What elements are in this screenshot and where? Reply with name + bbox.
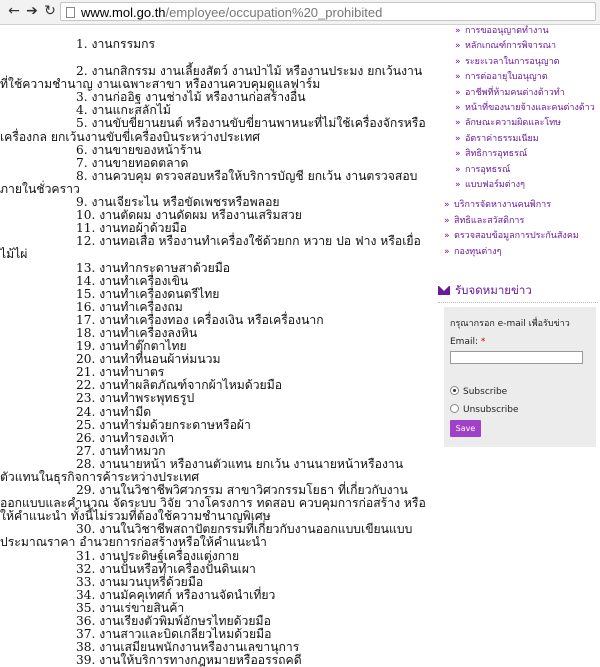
sidebar-link-label: ลักษณะความผิดและโทษ [465,118,562,129]
item-number: 24. [76,404,96,419]
bullet-icon: » [455,179,461,190]
bullet-icon: » [455,133,461,144]
sidebar-link[interactable] [444,229,579,245]
item-number: 1. [76,37,88,51]
item-number: 18. [76,325,96,340]
item-text: งานทำหมวก [99,443,166,458]
save-button[interactable]: Save [450,420,481,437]
bullet-icon: » [444,246,450,257]
item-number: 6. [76,142,88,157]
item-number: 21. [76,365,96,380]
list-item [0,144,430,157]
item-number: 5. [76,116,88,131]
sidebar-link[interactable] [455,55,595,70]
item-text: งานทำกระดาษสาด้วยมือ [99,260,231,275]
bullet-icon: » [444,215,450,226]
item-text: งานทำเครื่องทอง เครื่องเงิน หรือเครื่องนาก [99,312,324,327]
list-item [0,523,430,549]
forward-button[interactable] [24,3,40,19]
bullet-icon: » [455,164,461,175]
item-text: งานทำเครื่องดนตรีไทย [99,286,220,301]
reload-icon: ↻ [44,3,56,19]
item-text: งานให้บริการทางกฎหมายหรืออรรถคดี [99,653,302,667]
item-number: 26. [76,430,96,445]
url-host: www.mol.go.th [81,5,166,20]
forward-arrow-icon: ➔ [26,3,38,19]
sidebar-link[interactable] [444,214,579,230]
item-number: 20. [76,352,96,367]
list-item [0,262,430,275]
item-number: 29. [76,483,96,498]
subscribe-label: Subscribe [463,387,508,397]
item-text: งานทำรองเท้า [99,430,175,445]
sidebar-link[interactable] [444,198,579,214]
item-text: งานทำพระพุทธรูป [99,391,195,406]
list-item [0,353,430,366]
item-number: 19. [76,339,96,354]
item-number: 8. [76,168,88,183]
sidebar-link-label: สิทธิและสวัสดิการ [454,215,525,226]
sidebar-link-label: ตรวจสอบข้อมูลการประกันสังคม [454,231,579,241]
sidebar-link-label: หลักเกณฑ์การพิจารณา [465,41,557,52]
list-item [0,65,430,91]
item-number: 36. [76,614,96,629]
item-number: 7. [76,155,88,170]
bullet-icon: » [455,26,461,36]
bullet-icon: » [455,149,461,160]
bullet-icon: » [455,41,461,52]
item-number: 17. [76,312,96,327]
item-number: 28. [76,456,96,471]
item-number: 33. [76,574,96,589]
item-text: งานเจียระไน หรือขัดเพชรหรือพลอย [91,195,280,210]
sidebar-link-label: อัตราค่าธรรมเนียม [465,133,539,144]
list-item [0,314,430,327]
subscribe-option[interactable] [450,386,507,397]
email-label-text: Email: [450,337,479,347]
sidebar-link[interactable] [455,147,595,162]
list-item [0,327,430,340]
item-text: งานในวิชาชีพวิศวกรรม สาขาวิศวกรรมโยธา ที่เกี่ยวกับงานออกแบบและคำนวณ จัดระบบ วิจัย วางโครงการ ทดสอบ ควบคุมการก่อสร้าง หรือให้คำแนะนำ ทั้งนี้ไม่รวมที่ต้องใช้ความชำนาญพิเศษ [0,483,426,524]
item-text: งานขับขี่ยานยนต์ หรืองานขับขี่ยานพาหนะที่ไม่ใช้เครื่องจักรหรือเครื่องกล ยกเว้นงานขับขี่เครื่องบินระหว่างประเทศ [0,116,426,144]
sidebar-link[interactable] [455,116,595,131]
list-item [0,235,430,261]
item-text: งานทอผ้าด้วยมือ [99,221,187,236]
email-field[interactable] [450,351,583,364]
item-number: 11. [76,221,96,236]
sidebar-link[interactable] [455,39,595,54]
unsubscribe-label: Unsubscribe [463,405,519,415]
item-text: งานทำเครื่องเขิน [99,273,189,288]
item-number: 30. [76,522,96,537]
subscribe-description: กรุณากรอก e-mail เพื่อรับข่าว [450,319,570,329]
sidebar-link-label: การต่ออายุใบอนุญาต [465,72,548,83]
bullet-icon: » [455,56,461,67]
back-arrow-icon: ← [8,3,20,19]
item-number: 27. [76,443,96,458]
bullet-icon: » [455,118,461,129]
item-text: งานทำร่มด้วยกระดาษหรือผ้า [99,417,251,432]
item-number: 12. [76,234,96,249]
sidebar-link-label: กองทุนต่างๆ [454,246,502,257]
required-mark: * [480,337,486,347]
sidebar-link-label: การขออนุญาตทำงาน [465,26,549,36]
address-bar[interactable] [60,2,596,21]
item-text: งานมวนบุหรี่ด้วยมือ [99,574,204,589]
item-number: 4. [76,103,88,118]
item-number: 39. [76,653,96,667]
sidebar-link-label: อาชีพที่ห้ามคนต่างด้าวทำ [465,87,565,98]
item-number: 37. [76,627,96,642]
item-text: งานขายทอดตลาด [91,155,189,170]
item-text: งานกสิกรรม งานเลี้ยงสัตว์ งานป่าไม้ หรืองานประมง ยกเว้นงานที่ใช้ความชำนาญ งานเฉพาะสาขา หรืองานควบคุมดูแลฟาร์ม [0,64,423,92]
newsletter-heading-text: รับจดหมายข่าว [455,283,532,297]
item-text: งานในวิชาชีพสถาปัตยกรรมที่เกี่ยวกับงานออกแบบเขียนแบบ ประมาณราคา อำนวยการก่อสร้างหรือให้คำแนะนำ [0,522,413,550]
list-item [0,38,430,51]
item-text: งานทำมีด [99,404,152,419]
email-label [450,337,485,347]
back-button[interactable] [6,3,22,19]
list-item [0,484,430,523]
sidebar-link[interactable] [455,132,595,147]
item-number: 34. [76,587,96,602]
item-number: 3. [76,90,88,105]
item-text: งานทำตุ๊กตาไทย [99,339,187,354]
sidebar-link-label: สิทธิการอุทธรณ์ [465,149,528,160]
item-number: 14. [76,273,96,288]
list-item [0,654,430,667]
item-number: 31. [76,548,96,563]
list-item [0,379,430,392]
unsubscribe-option[interactable] [450,404,519,415]
unsubscribe-radio[interactable] [450,404,459,413]
item-text: งานเสมียนพนักงานหรืองานเลขานุการ [99,640,300,655]
item-text: งานควบคุม ตรวจสอบหรือให้บริการบัญชี ยกเว้น งานตรวจสอบภายในชั่วคราว [0,168,418,196]
sidebar-link-label: การอุทธรณ์ [465,164,511,175]
sidebar-link[interactable] [455,24,595,39]
item-number: 10. [76,208,96,223]
item-text: งานก่ออิฐ งานช่างไม้ หรืองานก่อสร้างอื่น [91,90,306,105]
item-number: 16. [76,299,96,314]
reload-button[interactable] [42,3,58,19]
subscribe-radio[interactable] [450,386,459,395]
newsletter-heading [438,282,598,300]
sidebar-link[interactable] [455,163,595,178]
browser-toolbar [0,0,600,25]
list-item [0,419,430,432]
item-number: 38. [76,640,96,655]
url-path: /employee/occupation%20_prohibited [165,5,383,20]
item-text: งานปั้นหรือทำเครื่องปั้นดินเผา [99,561,256,576]
bullet-icon: » [455,87,461,98]
list-item [0,117,430,143]
sidebar-link[interactable] [455,70,595,85]
item-text: งานเร่ขายสินค้า [99,600,185,615]
sidebar-link-label: บริการจัดหางานคนพิการ [454,200,552,210]
sidebar-link-label: ระยะเวลาในการอนุญาต [465,56,560,67]
sidebar-submenu [455,24,595,193]
item-number: 22. [76,378,96,393]
item-number: 15. [76,286,96,301]
list-item [0,589,430,602]
item-text: งานมัคคุเทศก์ หรืองานจัดนำเที่ยว [99,587,276,602]
list-item [0,288,430,301]
item-text: งานนายหน้า หรืองานตัวแทน ยกเว้น งานนายหน้าหรืองานตัวแทนในธุรกิจการค้าระหว่างประเทศ [0,456,404,484]
bullet-icon: » [444,231,450,241]
sidebar-link-label: แบบฟอร์มต่างๆ [465,179,525,190]
sidebar-link[interactable] [455,101,595,116]
list-item [0,392,430,405]
item-text: งานทำที่นอนผ้าห่มนวม [99,352,221,367]
bullet-icon: » [444,200,450,210]
item-number: 23. [76,391,96,406]
sidebar [430,24,600,625]
item-text: งานทำบาตร [99,365,165,380]
item-text: งานตัดผม งานดัดผม หรืองานเสริมสวย [99,208,302,223]
item-number: 35. [76,600,96,615]
item-number: 2. [76,64,88,79]
list-item [0,209,430,222]
envelope-icon [438,286,450,295]
item-text: งานขายของหน้าร้าน [91,142,202,157]
sidebar-link-label: หน้าที่ของนายจ้างและคนต่างด้าว [465,102,595,113]
divider [438,302,598,303]
item-text: งานกรรมกร [91,37,156,51]
item-number: 32. [76,561,96,576]
item-text: งานทำเครื่องลงหิน [99,325,198,340]
item-number: 13. [76,260,96,275]
list-item [0,458,430,484]
list-item [0,563,430,576]
bullet-icon: » [455,102,461,113]
item-text: งานแกะสลักไม้ [91,103,171,118]
item-text: งานสาวและบิดเกลียวไหมด้วยมือ [99,627,272,642]
prohibited-occupations-list [0,38,430,667]
main-content [0,24,430,667]
item-number: 9. [76,195,88,210]
list-item [0,170,430,196]
item-text: งานทอเสื่อ หรืองานทำเครื่องใช้ด้วยกก หวาย ปอ ฟาง หรือเยื่อไม้ไผ่ [0,234,421,262]
page-icon [66,7,75,18]
item-text: งานทำผลิตภัณฑ์จากผ้าไหมด้วยมือ [99,378,283,393]
item-text: งานประดิษฐ์เครื่องแต่งกาย [99,548,240,563]
bullet-icon: » [455,72,461,83]
list-item [0,91,430,104]
sidebar-link[interactable] [455,178,595,193]
list-item [0,432,430,445]
item-text: งานทำเครื่องถม [99,299,183,314]
sidebar-menu [444,198,579,260]
item-number: 25. [76,417,96,432]
sidebar-link[interactable] [455,86,595,101]
subscribe-form [444,307,596,447]
sidebar-link[interactable] [444,245,579,261]
item-text: งานเรียงตัวพิมพ์อักษรไทยด้วยมือ [99,614,271,629]
